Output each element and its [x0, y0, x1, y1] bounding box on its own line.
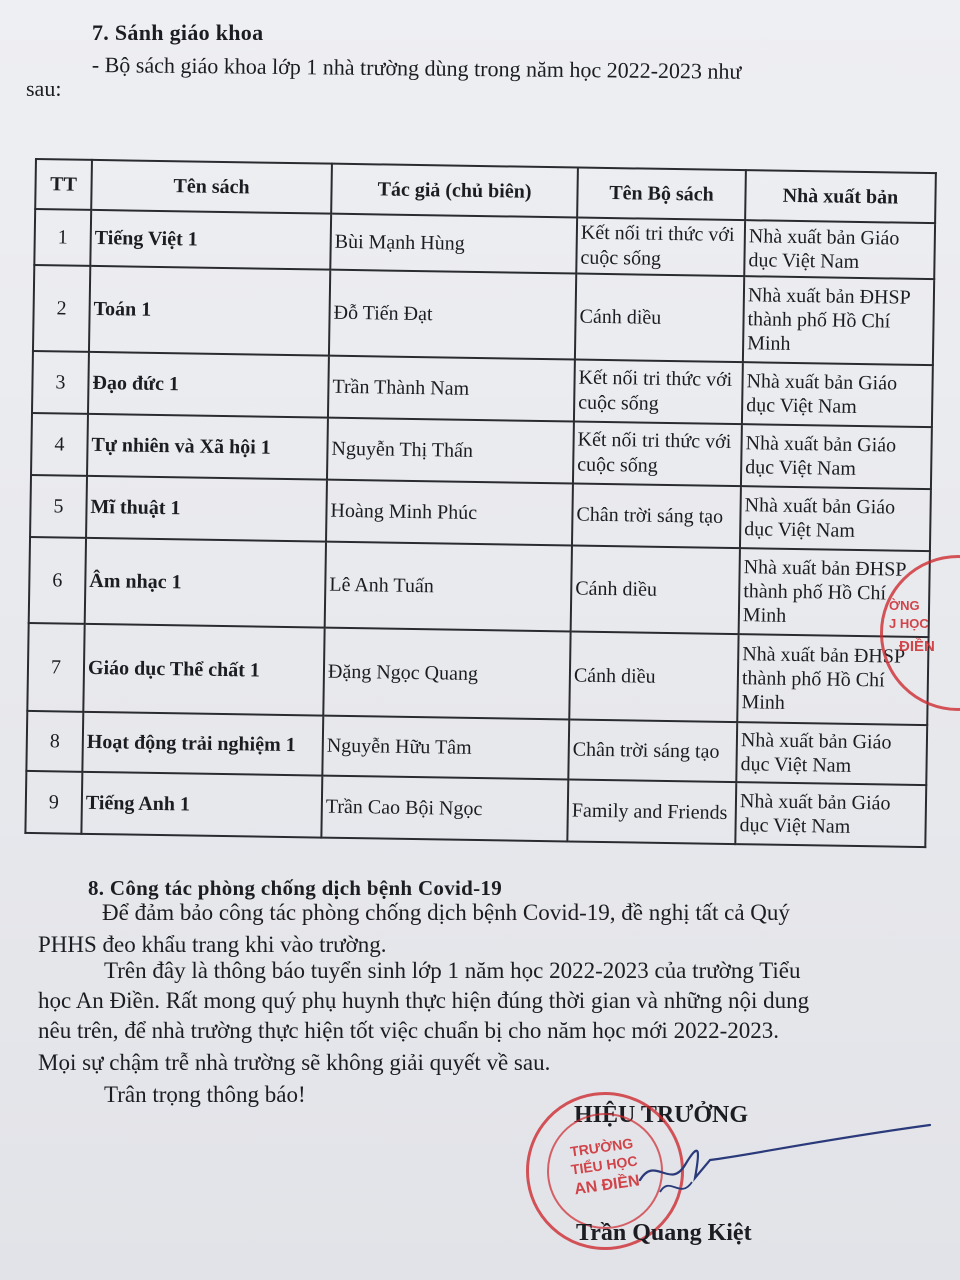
section-7-line-2: sau: — [26, 76, 62, 101]
section-8-p2-line-2: học An Điền. Rất mong quý phụ huynh thực hiện đúng thời gian và những nội dung — [38, 988, 810, 1013]
handwritten-signature — [600, 1120, 940, 1210]
book-author: Trần Thành Nam — [328, 356, 575, 422]
section-8-p2-line-4: Mọi sự chậm trễ nhà trường sẽ không giải quyết về sau. — [38, 1050, 551, 1075]
stamp-line-3: AN ĐIỀN — [573, 1172, 641, 1199]
header-series: Tên Bộ sách — [577, 168, 746, 221]
table-row — [29, 537, 930, 637]
book-series: Kết nối tri thức với cuộc sống — [576, 218, 745, 277]
header-book-name: Tên sách — [91, 160, 332, 214]
book-name: Tự nhiên và Xã hội 1 — [87, 414, 328, 480]
section-8-p2-line-1: Trên đây là thông báo tuyển sinh lớp 1 năm học 2022-2023 của trường Tiểu — [104, 958, 801, 983]
book-name: Âm nhạc 1 — [85, 538, 326, 628]
header-author: Tác giả (chủ biên) — [331, 164, 578, 218]
signer-title: HIỆU TRƯỞNG — [574, 1102, 749, 1128]
book-author: Nguyễn Thị Thấn — [327, 418, 574, 484]
book-series: Cánh diều — [575, 274, 744, 363]
textbook-table — [24, 158, 937, 848]
book-publisher: Nhà xuất bản Giáo dục Việt Nam — [740, 486, 931, 551]
book-publisher: Nhà xuất bản Giáo dục Việt Nam — [736, 722, 927, 785]
book-author: Trần Cao Bội Ngọc — [321, 776, 568, 842]
section-7-line-1: - Bộ sách giáo khoa lớp 1 nhà trường dùng trong năm học 2022-2023 như — [91, 52, 742, 84]
closing-line: Trân trọng thông báo! — [104, 1082, 306, 1107]
book-name: Toán 1 — [89, 266, 330, 356]
table-row — [25, 771, 926, 847]
row-number: 3 — [32, 351, 89, 414]
book-name: Đạo đức 1 — [88, 352, 329, 418]
row-number: 2 — [33, 265, 90, 352]
book-name: Tiếng Việt 1 — [90, 210, 331, 270]
book-author: Đặng Ngọc Quang — [323, 628, 570, 720]
book-publisher: Nhà xuất bản Giáo dục Việt Nam — [744, 220, 935, 279]
book-name: Tiếng Anh 1 — [81, 772, 322, 838]
stamp-side-line-1: ỜNG — [889, 598, 920, 613]
header-tt: TT — [35, 159, 92, 210]
section-8-p1-line-2: PHHS đeo khẩu trang khi vào trường. — [38, 932, 387, 957]
book-author: Hoàng Minh Phúc — [326, 480, 573, 546]
book-series: Cánh diều — [569, 631, 738, 722]
row-number: 5 — [30, 475, 87, 538]
book-author: Đỗ Tiến Đạt — [329, 270, 576, 360]
book-series: Kết nối tri thức với cuộc sống — [574, 360, 743, 425]
row-number: 4 — [31, 413, 88, 476]
book-publisher: Nhà xuất bản ĐHSP thành phố Hồ Chí Minh — [743, 276, 934, 365]
header-publisher: Nhà xuất bản — [745, 170, 936, 223]
stamp-line-2: TIỂU HỌC — [569, 1152, 639, 1178]
book-name: Giáo dục Thể chất 1 — [83, 624, 324, 716]
book-publisher: Nhà xuất bản Giáo dục Việt Nam — [735, 782, 926, 847]
row-number: 7 — [27, 623, 84, 712]
book-author: Bùi Mạnh Hùng — [330, 214, 577, 274]
row-number: 6 — [29, 537, 86, 624]
book-publisher: Nhà xuất bản ĐHSP thành phố Hồ Chí Minh — [737, 634, 928, 725]
book-author: Lê Anh Tuấn — [325, 542, 572, 632]
book-publisher: Nhà xuất bản Giáo dục Việt Nam — [742, 362, 933, 427]
book-series: Chân trời sáng tạo — [572, 483, 741, 548]
signer-name: Trần Quang Kiệt — [576, 1220, 752, 1246]
table-row — [27, 623, 928, 725]
book-series: Family and Friends — [567, 779, 736, 844]
book-series: Kết nối tri thức với cuộc sống — [573, 421, 742, 486]
table-row — [33, 265, 934, 365]
section-8-p2-line-3: nêu trên, để nhà trường thực hiện tốt việc chuẩn bị cho năm học mới 2022-2023. — [38, 1018, 779, 1043]
section-8-title: 8. Công tác phòng chống dịch bệnh Covid-19 — [88, 876, 503, 900]
row-number: 8 — [26, 711, 83, 772]
book-name: Hoạt động trải nghiệm 1 — [82, 712, 323, 776]
row-number: 9 — [25, 771, 82, 834]
book-name: Mĩ thuật 1 — [86, 476, 327, 542]
section-7-title: 7. Sánh giáo khoa — [92, 20, 264, 45]
stamp-line-1: TRƯỜNG — [569, 1134, 635, 1160]
book-publisher: Nhà xuất bản ĐHSP thành phố Hồ Chí Minh — [739, 548, 930, 637]
section-8-p1-line-1: Để đảm bảo công tác phòng chống dịch bệnh Covid-19, đề nghị tất cả Quý — [102, 900, 790, 925]
row-number: 1 — [34, 209, 91, 266]
book-series: Cánh diều — [571, 545, 740, 634]
book-author: Nguyễn Hữu Tâm — [322, 716, 569, 780]
stamp-side-line-2: J HỌC — [889, 616, 929, 631]
stamp-side-line-3: ĐIỀN — [899, 638, 935, 655]
book-publisher: Nhà xuất bản Giáo dục Việt Nam — [741, 424, 932, 489]
book-series: Chân trời sáng tạo — [568, 719, 737, 782]
